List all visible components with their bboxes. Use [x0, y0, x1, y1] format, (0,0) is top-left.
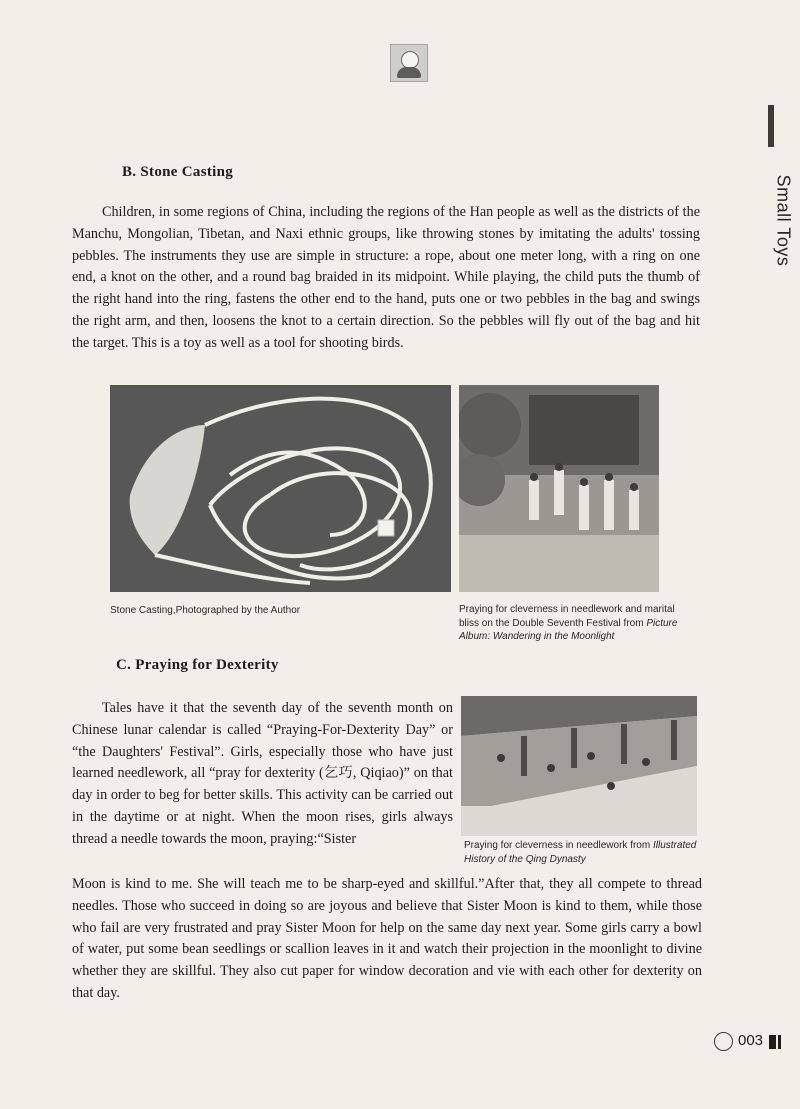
qing-dynasty-caption: [464, 839, 700, 866]
page-number: [714, 1031, 794, 1053]
page-number-block-thin: [778, 1035, 781, 1049]
page-number-circle-icon: [714, 1032, 733, 1051]
section-b-paragraph: Children, in some regions of China, including the regions of the Han people as well as the districts of the Manchu, Mongolian, Tibetan, and Naxi ethnic groups, like throwing stones by imitating the adults' tossing pebbles. The instruments they use are simple in structure: a rope, about one meter long, with a ring on one end, a knot on the other, and a round bag braided in its midpoint. While playing, the child puts the thumb of the right hand into the ring, fastens the other end to the hand, puts one or two pebbles in the bag and swings the right arm, and then, loosens the knot to a certain direction. So the pebbles will fly out of the bag and hit the target. This is a toy as well as a tool for shooting birds.: [72, 204, 700, 351]
section-c-paragraph-full: Moon is kind to me. She will teach me to be sharp-eyed and skillful.”After that, they all compete to thread needles. Those who succeed in doing so are joyous and believe that Sister Moon is kind to them, while those who fail are very frustrated and pray Sister Moon for help on the same day next year. Some girls carry a bowl of water, put some bean seedlings or scallion leaves in it and watch their projection in the moonlight to divine whether they are skillful. They also cut paper for window decoration and vie with each other for dexterity on that day.: [72, 876, 702, 1001]
fig3-caption-text: Praying for cleverness in needlework from: [464, 840, 653, 851]
page-number-text: 003: [738, 1032, 764, 1049]
section-c-paragraph-wrapped: Tales have it that the seventh day of the seventh month on Chinese lunar calendar is called “Praying-For-Dexterity Day” or “the Daughters' Festival”. Girls, especially those who have just learned needlework, all “pray for dexterity (乞巧, Qiqiao)” on that day in order to beg for better skills. This activity can be carried out in the daytime or at night. When the moon rises, girls always thread a needle towards the moon, praying:“Sister: [72, 700, 453, 847]
chapter-side-tab: [768, 150, 800, 300]
qing-dynasty-illustration: [461, 696, 697, 836]
stone-casting-photo: [110, 385, 451, 592]
side-tab-label: Small Toys: [773, 174, 794, 267]
side-tab-bar: [768, 105, 774, 147]
moonlight-album-painting: [459, 385, 659, 592]
page-number-block: [769, 1035, 776, 1049]
section-c-heading: C. Praying for Dexterity: [116, 657, 279, 673]
moonlight-album-caption: [459, 603, 684, 644]
stone-casting-caption: Stone Casting,Photographed by the Author: [110, 605, 301, 616]
section-b-heading: B. Stone Casting: [122, 164, 234, 180]
fig2-caption-title: Picture Album: Wandering in the Moonlight: [459, 617, 678, 642]
child-ornament-icon: [390, 44, 428, 82]
fig2-caption-text: Praying for cleverness in needlework and marital bliss on the Double Seventh Festival from: [459, 604, 675, 629]
fig3-caption-title: Illustrated History of the Qing Dynasty: [464, 840, 697, 865]
